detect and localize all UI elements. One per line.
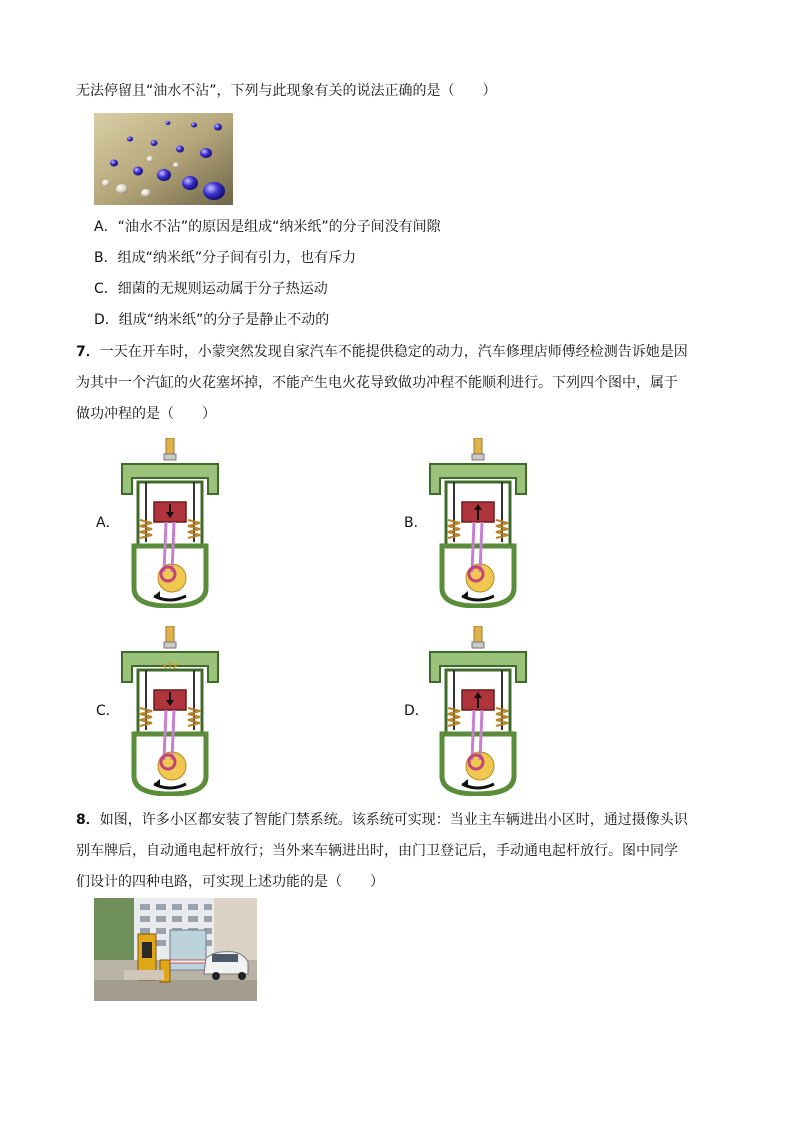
q6-option-a[interactable]: A．“油水不沾”的原因是组成“纳米纸”的分子间没有间隙	[94, 219, 441, 235]
q8-line-3: 们设计的四种电路，可实现上述功能的是（ ）	[76, 874, 384, 890]
q7-figure-label-d[interactable]: D．	[404, 703, 429, 719]
q6-option-d[interactable]: D．组成“纳米纸”的分子是静止不动的	[94, 312, 330, 328]
smart-gate-photo	[94, 898, 257, 1001]
q7-number: 7．	[76, 344, 100, 360]
q7-line-1	[76, 342, 688, 362]
q7-text-1: 一天在开车时，小蒙突然发现自家汽车不能提供稳定的动力，汽车修理店师傅经检测告诉她是因	[99, 344, 688, 360]
nano-paper-photo	[94, 113, 233, 205]
q6-option-c[interactable]: C．细菌的无规则运动属于分子热运动	[94, 281, 328, 297]
engine-diagram-a	[120, 438, 220, 608]
q7-figure-label-c[interactable]: C．	[96, 703, 120, 719]
engine-diagram-b	[428, 438, 528, 608]
q7-figure-label-a[interactable]: A．	[96, 515, 120, 531]
q8-line-1	[76, 810, 688, 830]
engine-diagram-c	[120, 626, 220, 796]
q7-line-3: 做功冲程的是（ ）	[76, 406, 216, 422]
q7-line-2: 为其中一个汽缸的火花塞坏掉，不能产生电火花导致做功冲程不能顺利进行。下列四个图中，属于	[76, 375, 678, 391]
q8-line-2: 别车牌后，自动通电起杆放行；当外来车辆进出时，由门卫登记后，手动通电起杆放行。图中同学	[76, 843, 678, 859]
q8-text-1: 如图，许多小区都安装了智能门禁系统。该系统可实现：当业主车辆进出小区时，通过摄像头识	[99, 812, 688, 828]
q7-figure-label-b[interactable]: B．	[404, 515, 428, 531]
q6-option-b[interactable]: B．组成“纳米纸”分子间有引力，也有斥力	[94, 250, 357, 266]
q6-stem-tail: 无法停留且“油水不沾”，下列与此现象有关的说法正确的是（ ）	[76, 83, 497, 99]
engine-diagram-d	[428, 626, 528, 796]
q8-number: 8．	[76, 812, 100, 828]
